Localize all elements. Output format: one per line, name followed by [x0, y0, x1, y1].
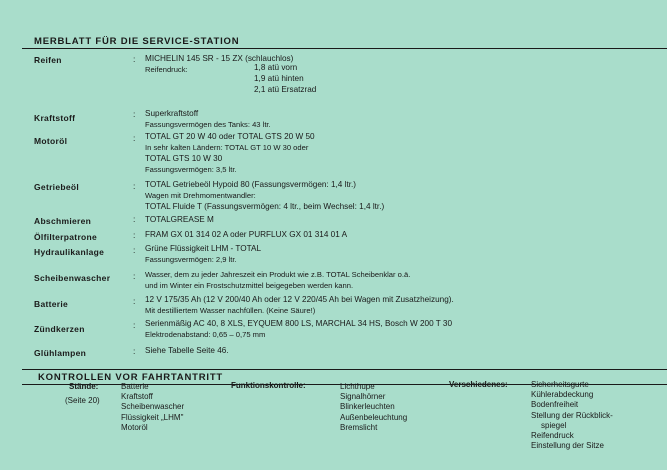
staende-list: Batterie Kraftstoff Scheibenwascher Flüssigkeit „LHM" Motoröl — [121, 382, 185, 432]
row-label-oelfilter: Ölfilterpatrone — [34, 232, 98, 242]
row-label-getriebeoel: Getriebeöl — [34, 182, 80, 192]
row-label-motoroel: Motoröl — [34, 136, 68, 146]
funktion-label: Funktionskontrolle: — [231, 381, 306, 390]
row-label-scheibenwascher: Scheibenwascher — [34, 273, 111, 283]
controls-divider-top — [22, 369, 667, 370]
verschiedenes-list: Sicherheitsgurte Kühlerabdeckung Bodenfreiheit Stellung der Rückblick- spiegel Reifendruck Einstellung der Sitze — [531, 380, 613, 451]
row-value-reifen: MICHELIN 145 SR - 15 ZX (schlauchlos) Reifendruck: — [145, 54, 294, 74]
row-value-scheibenwascher: Wasser, dem zu jeder Jahreszeit ein Produkt wie z.B. TOTAL Scheibenklar o.ä. und im Winter ein Frostschutzmittel beigegeben werden kann. — [145, 270, 411, 290]
row-value-batterie: 12 V 175/35 Ah (12 V 200/40 Ah oder 12 V 220/45 Ah bei Wagen mit Zusatzheizung). Mit destilliertem Wasser nachfüllen. (Keine Säure!) — [145, 295, 454, 315]
row-value-hydraulik: Grüne Flüssigkeit LHM - TOTAL Fassungsvermögen: 2,9 ltr. — [145, 244, 262, 264]
controls-title: KONTROLLEN VOR FAHRTANTRITT — [38, 372, 224, 383]
row-value-kraftstoff: Superkraftstoff Fassungsvermögen des Tanks: 43 ltr. — [145, 109, 271, 129]
row-value-motoroel: TOTAL GT 20 W 40 oder TOTAL GTS 20 W 50 In sehr kalten Ländern: TOTAL GT 10 W 30 oder TOTAL GTS 10 W 30 Fassungsvermögen: 3,5 ltr. — [145, 132, 315, 174]
staende-page: (Seite 20) — [65, 396, 100, 405]
row-value-zuendkerzen: Serienmäßig AC 40, 8 XLS, EYQUEM 800 LS, MARCHAL 34 HS, Bosch W 200 T 30 Elektrodenabstand: 0,65 – 0,75 mm — [145, 319, 453, 339]
row-label-reifen: Reifen — [34, 55, 62, 65]
staende-label: Stände: — [69, 382, 99, 391]
row-label-kraftstoff: Kraftstoff — [34, 113, 76, 123]
row-label-batterie: Batterie — [34, 299, 69, 309]
row-label-hydraulik: Hydraulikanlage — [34, 247, 105, 257]
row-label-zuendkerzen: Zündkerzen — [34, 324, 85, 334]
tire-pressure-list: 1,8 atü vorn 1,9 atü hinten 2,1 atü Ersatzrad — [254, 63, 317, 94]
verschiedenes-label: Verschiedenes: — [449, 380, 508, 389]
row-value-gluehlampen: Siehe Tabelle Seite 46. — [145, 346, 229, 355]
service-sheet-page: MERBLATT FÜR DIE SERVICE-STATION Reifen : MICHELIN 145 SR - 15 ZX (schlauchlos) Reifendruck: 1,8 atü vorn 1,9 atü hinten 2,1 atü Ersatzrad Kraftstoff : Superkraftstoff Fassungsvermögen des Tanks: 43 ltr. Motoröl : TOTAL GT 20 W 40 oder TOTAL GTS 20 W 50 In sehr kalten Ländern: TOTAL GT 10 W 30 oder TOTAL GTS 10 W 30 Fassungsvermögen: 3,5 ltr. Getriebeöl : TOTAL Getriebeöl Hypoid 80 (Fassungsvermögen: 1,4 ltr.) Wagen mit Drehmomentwandler: TOTAL Fluide T (Fassungsvermögen: 4 ltr., beim Wechsel: 1,4 ltr.) Abschmieren : TOTALGREASE M Ölfilterpatrone : FRAM GX 01 314 02 A oder PURFLUX GX 01 314 01 A Hydraulikanlage : Grüne Flüssigkeit LHM - TOTAL Fassungsvermögen: 2,9 ltr. Scheibenwascher : Wasser, dem zu jeder Jahreszeit ein Produkt wie z.B. TOTAL Scheibenklar o.ä. und im Winter ein Frostschutzmittel beigegeben werden kann. Batterie : 12 V 175/35 Ah (12 V 200/40 Ah oder 12 V 220/45 Ah bei Wagen mit Zusatzheizung). Mit destilliertem Wasser nachfüllen. (Keine Säure!) Zündkerzen : Serienmäßig AC 40, 8 XLS, EYQUEM 800 LS, MARCHAL 34 HS, Bosch W 200 T 30 Elektrodenabstand: 0,65 – 0,75 mm Glühlampen : Siehe Tabelle Seite 46. KONTROLLEN VOR FAHRTANTRITT Stände: (Seite 20) Batterie Kraftstoff Scheibenwascher Flüssigkeit „LHM" Motoröl Funktionskontrolle: Lichthupe Signalhörner Blinkerleuchten Außenbeleuchtung Bremslicht Verschiedenes: Sicherheitsgurte Kühlerabdeckung Bodenfreiheit Stellung der Rückblick- spiegel Reifendruck Einstellung der Sitze — [0, 0, 667, 470]
page-title: MERBLATT FÜR DIE SERVICE-STATION — [34, 36, 240, 47]
title-divider — [22, 48, 667, 49]
row-label-abschmieren: Abschmieren — [34, 216, 92, 226]
row-label-gluehlampen: Glühlampen — [34, 348, 87, 358]
funktion-list: Lichthupe Signalhörner Blinkerleuchten Außenbeleuchtung Bremslicht — [340, 382, 408, 432]
row-value-abschmieren: TOTALGREASE M — [145, 215, 214, 224]
row-value-getriebeoel: TOTAL Getriebeöl Hypoid 80 (Fassungsvermögen: 1,4 ltr.) Wagen mit Drehmomentwandler: TOTAL Fluide T (Fassungsvermögen: 4 ltr., beim Wechsel: 1,4 ltr.) — [145, 180, 385, 211]
row-value-oelfilter: FRAM GX 01 314 02 A oder PURFLUX GX 01 314 01 A — [145, 230, 348, 239]
